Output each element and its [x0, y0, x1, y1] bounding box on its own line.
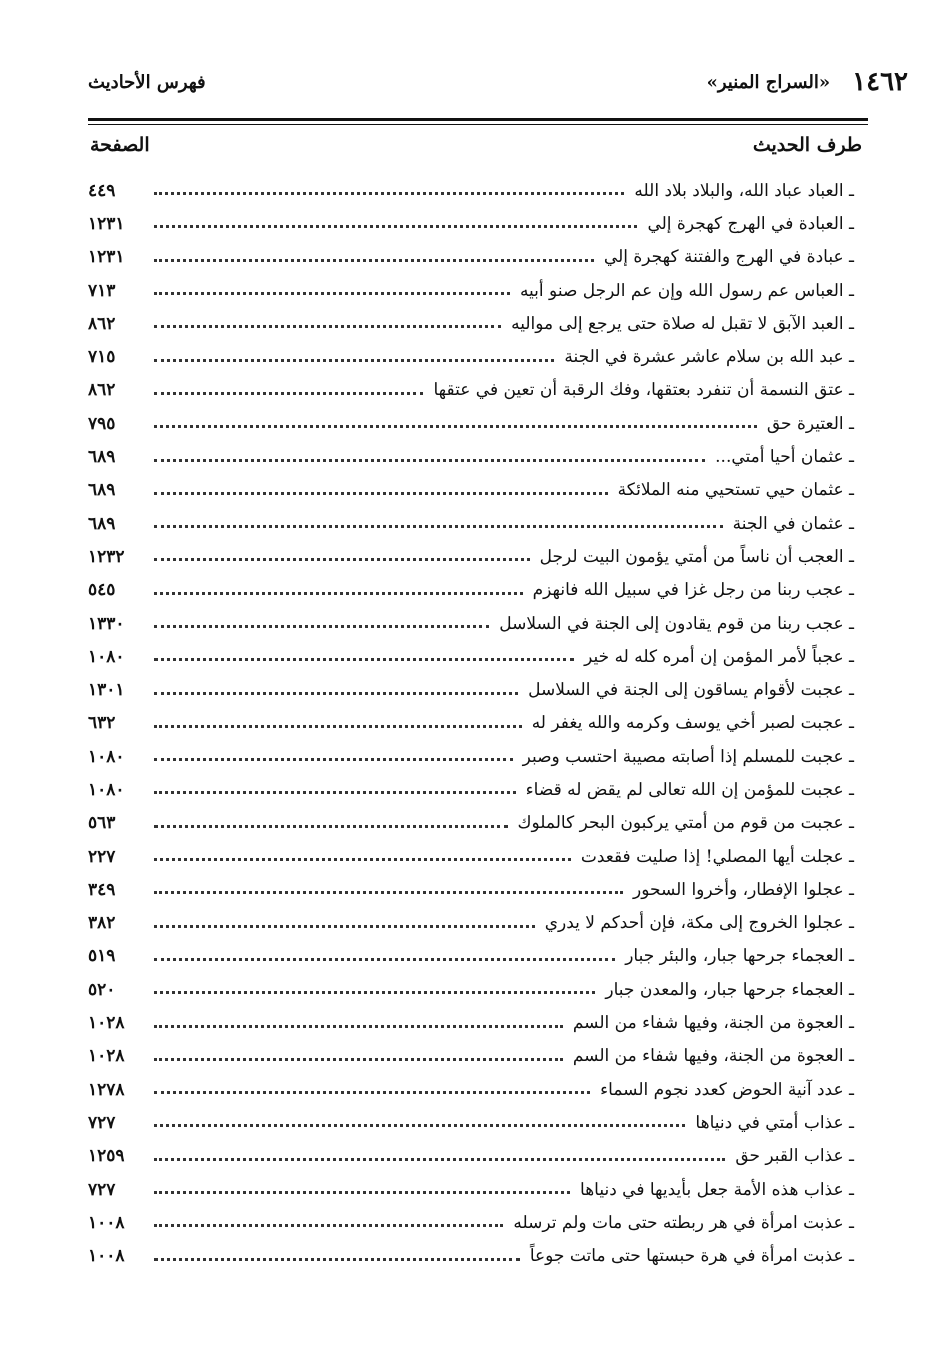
dot-leader — [154, 292, 510, 295]
column-header-hadith: طرف الحديث — [752, 134, 862, 156]
column-headers — [88, 128, 868, 162]
index-entry-row — [88, 1173, 854, 1206]
hadith-text: ـ عجب ربنا من قوم يقادون إلى الجنة في السلاسل — [499, 613, 854, 634]
hadith-text: ـ عثمان في الجنة — [732, 513, 854, 534]
dot-leader — [154, 492, 608, 495]
index-entry-row — [88, 940, 854, 973]
index-entry-row — [88, 1040, 854, 1073]
page-ref: ٦٨٩ — [88, 513, 116, 534]
dot-leader — [154, 958, 615, 961]
header-right-group — [707, 67, 908, 97]
page-ref: ٥٤٥ — [88, 580, 116, 601]
dot-leader — [154, 692, 518, 695]
index-entry-row — [88, 440, 854, 473]
hadith-text: ـ عجباً لأمر المؤمن إن أمره كله له خير — [584, 646, 854, 667]
page-ref: ١٠٨٠ — [88, 779, 125, 800]
page-ref: ٣٨٢ — [88, 913, 116, 934]
index-entry-row — [88, 507, 854, 540]
index-entry-row — [88, 274, 854, 307]
header-rule-thick — [88, 118, 868, 121]
page-ref: ٥٢٠ — [88, 979, 116, 1000]
hadith-text: ـ العبادة في الهرج كهجرة إلي — [647, 213, 854, 234]
index-entry-row — [88, 207, 854, 240]
index-entry-row — [88, 407, 854, 440]
dot-leader — [154, 1158, 725, 1161]
dot-leader — [154, 192, 624, 195]
page-ref: ٨٦٢ — [88, 313, 116, 334]
hadith-text: ـ عجلوا الإفطار، وأخروا السحور — [633, 879, 854, 900]
page-ref: ١٢٣٢ — [88, 546, 125, 567]
hadith-text: ـ عجبت للمسلم إذا أصابته مصيبة احتسب وصبر — [522, 746, 854, 767]
index-entry-row — [88, 540, 854, 573]
hadith-text: ـ العجماء جرحها جبار، والمعدن جبار — [605, 979, 854, 1000]
dot-leader — [154, 392, 423, 395]
hadith-text: ـ عجبت من قوم من أمتي يركبون البحر كالملوك — [517, 813, 854, 834]
hadith-text: ـ العجب أن ناساً من أمتي يؤمون البيت لرجل — [539, 546, 854, 567]
index-entry-row — [88, 807, 854, 840]
hadith-text: ـ عذاب أمتي في دنياها — [695, 1112, 854, 1133]
page-ref: ١٠٢٨ — [88, 1013, 125, 1034]
page-ref: ١٢٣١ — [88, 213, 125, 234]
page-ref: ١٢٥٩ — [88, 1146, 125, 1167]
index-entry-row — [88, 707, 854, 740]
index-entry-row — [88, 907, 854, 940]
dot-leader — [154, 658, 574, 661]
hadith-text: ـ عجلوا الخروج إلى مكة، فإن أحدكم لا يدري — [544, 913, 854, 934]
dot-leader — [154, 259, 594, 262]
dot-leader — [154, 558, 530, 561]
dot-leader — [154, 1258, 520, 1261]
dot-leader — [154, 725, 522, 728]
index-title: فهرس الأحاديث — [88, 71, 206, 93]
page-ref: ١٠٨٠ — [88, 646, 125, 667]
page-ref: ٧٢٧ — [88, 1112, 116, 1133]
page-ref: ٨٦٢ — [88, 380, 116, 401]
dot-leader — [154, 1058, 563, 1061]
page-ref: ٧٢٧ — [88, 1179, 116, 1200]
hadith-text: ـ عجبت لأقوام يساقون إلى الجنة في السلاسل — [528, 680, 854, 701]
header-rule-thin — [88, 124, 868, 125]
hadith-text: ـ العجوة من الجنة، وفيها شفاء من السم — [572, 1046, 854, 1067]
page-ref: ١٠٠٨ — [88, 1212, 125, 1233]
dot-leader — [154, 525, 723, 528]
hadith-text: ـ عجب ربنا من رجل غزا في سبيل الله فانهزم — [532, 580, 854, 601]
hadith-text: ـ عدد آنية الحوض كعدد نجوم السماء — [600, 1079, 854, 1100]
index-entry-row — [88, 574, 854, 607]
index-entry-row — [88, 374, 854, 407]
index-entry-row — [88, 873, 854, 906]
index-entry-row — [88, 1073, 854, 1106]
page-ref: ١٠٨٠ — [88, 746, 125, 767]
dot-leader — [154, 625, 489, 628]
hadith-text: ـ عذاب هذه الأمة جعل بأيديها في دنياها — [580, 1179, 854, 1200]
dot-leader — [154, 1091, 590, 1094]
index-entries — [88, 174, 854, 1273]
hadith-text: ـ عذبت امرأة في هرة حبستها حتى ماتت جوعاً — [529, 1246, 854, 1267]
page-ref: ١٣٠١ — [88, 680, 125, 701]
hadith-text: ـ عجبت لصبر أخي يوسف وكرمه والله يغفر له — [531, 713, 854, 734]
index-entry-row — [88, 973, 854, 1006]
dot-leader — [154, 991, 595, 994]
index-entry-row — [88, 607, 854, 640]
page-ref: ١٠٠٨ — [88, 1246, 125, 1267]
page-ref: ٧١٣ — [88, 280, 116, 301]
hadith-text: ـ عجبت للمؤمن إن الله تعالى لم يقض له قضاء — [525, 779, 854, 800]
dot-leader — [154, 592, 523, 595]
page-ref: ٥٦٣ — [88, 813, 116, 834]
index-entry-row — [88, 307, 854, 340]
index-entry-row — [88, 840, 854, 873]
hadith-text: ـ عبد الله بن سلام عاشر عشرة في الجنة — [564, 347, 854, 368]
hadith-text: ـ عذاب القبر حق — [735, 1146, 854, 1167]
index-entry-row — [88, 241, 854, 274]
column-header-page: الصفحة — [90, 134, 150, 156]
index-entry-row — [88, 640, 854, 673]
book-title: «السراج المنير» — [706, 71, 831, 93]
hadith-text: ـ عثمان حيي تستحيي منه الملائكة — [617, 480, 854, 501]
hadith-text: ـ العبد الآبق لا تقبل له صلاة حتى يرجع إلى مواليه — [511, 313, 854, 334]
index-entry-row — [88, 1206, 854, 1239]
hadith-text: ـ عتق النسمة أن تنفرد بعتقها، وفك الرقبة أن تعين في عتقها — [433, 380, 854, 401]
hadith-text: ـ العجوة من الجنة، وفيها شفاء من السم — [572, 1013, 854, 1034]
index-entry-row — [88, 740, 854, 773]
index-entry-row — [88, 1106, 854, 1139]
page-ref: ١٢٣١ — [88, 247, 125, 268]
page-ref: ٦٨٩ — [88, 447, 116, 468]
hadith-text: ـ عذبت امرأة في هر ربطته حتى مات ولم ترسله — [513, 1212, 854, 1233]
dot-leader — [154, 225, 637, 228]
dot-leader — [154, 891, 623, 894]
index-entry-row — [88, 340, 854, 373]
index-entry-row — [88, 1140, 854, 1173]
index-entry-row — [88, 1006, 854, 1039]
index-entry-row — [88, 1240, 854, 1273]
page-ref: ٦٨٩ — [88, 480, 116, 501]
hadith-text: ـ عجلت أيها المصلي! إذا صليت فقعدت — [580, 846, 854, 867]
dot-leader — [154, 925, 535, 928]
dot-leader — [154, 858, 571, 861]
dot-leader — [154, 325, 501, 328]
dot-leader — [154, 1224, 503, 1227]
page-ref: ٤٤٩ — [88, 180, 116, 201]
dot-leader — [154, 1025, 563, 1028]
dot-leader — [154, 459, 705, 462]
dot-leader — [154, 825, 508, 828]
page-ref: ٣٤٩ — [88, 879, 116, 900]
hadith-text: ـ العباس عم رسول الله وإن عم الرجل صنو أبيه — [519, 280, 854, 301]
hadith-text: ـ العباد عباد الله، والبلاد بلاد الله — [634, 180, 854, 201]
dot-leader — [154, 425, 757, 428]
dot-leader — [154, 1191, 570, 1194]
index-entry-row — [88, 773, 854, 806]
page-ref: ٦٣٢ — [88, 713, 116, 734]
index-entry-row — [88, 673, 854, 706]
page-ref: ٧١٥ — [88, 347, 116, 368]
index-entry-row — [88, 474, 854, 507]
page-ref: ٧٩٥ — [88, 413, 116, 434]
dot-leader — [154, 1124, 685, 1127]
page-ref: ١٢٧٨ — [88, 1079, 125, 1100]
dot-leader — [154, 359, 554, 362]
running-header — [88, 62, 908, 102]
dot-leader — [154, 758, 513, 761]
hadith-text: ـ عبادة في الهرج والفتنة كهجرة إلي — [603, 247, 854, 268]
page-number: ١٤٦٢ — [852, 67, 908, 97]
page-ref: ٥١٩ — [88, 946, 116, 967]
dot-leader — [154, 791, 516, 794]
page-ref: ٢٢٧ — [88, 846, 116, 867]
index-entry-row — [88, 174, 854, 207]
hadith-text: ـ العتيرة حق — [766, 413, 854, 434]
hadith-text: ـ عثمان أحيا أمتي... — [715, 447, 854, 468]
page-ref: ١٣٣٠ — [88, 613, 125, 634]
hadith-text: ـ العجماء جرحها جبار، والبئر جبار — [625, 946, 854, 967]
page-ref: ١٠٢٨ — [88, 1046, 125, 1067]
